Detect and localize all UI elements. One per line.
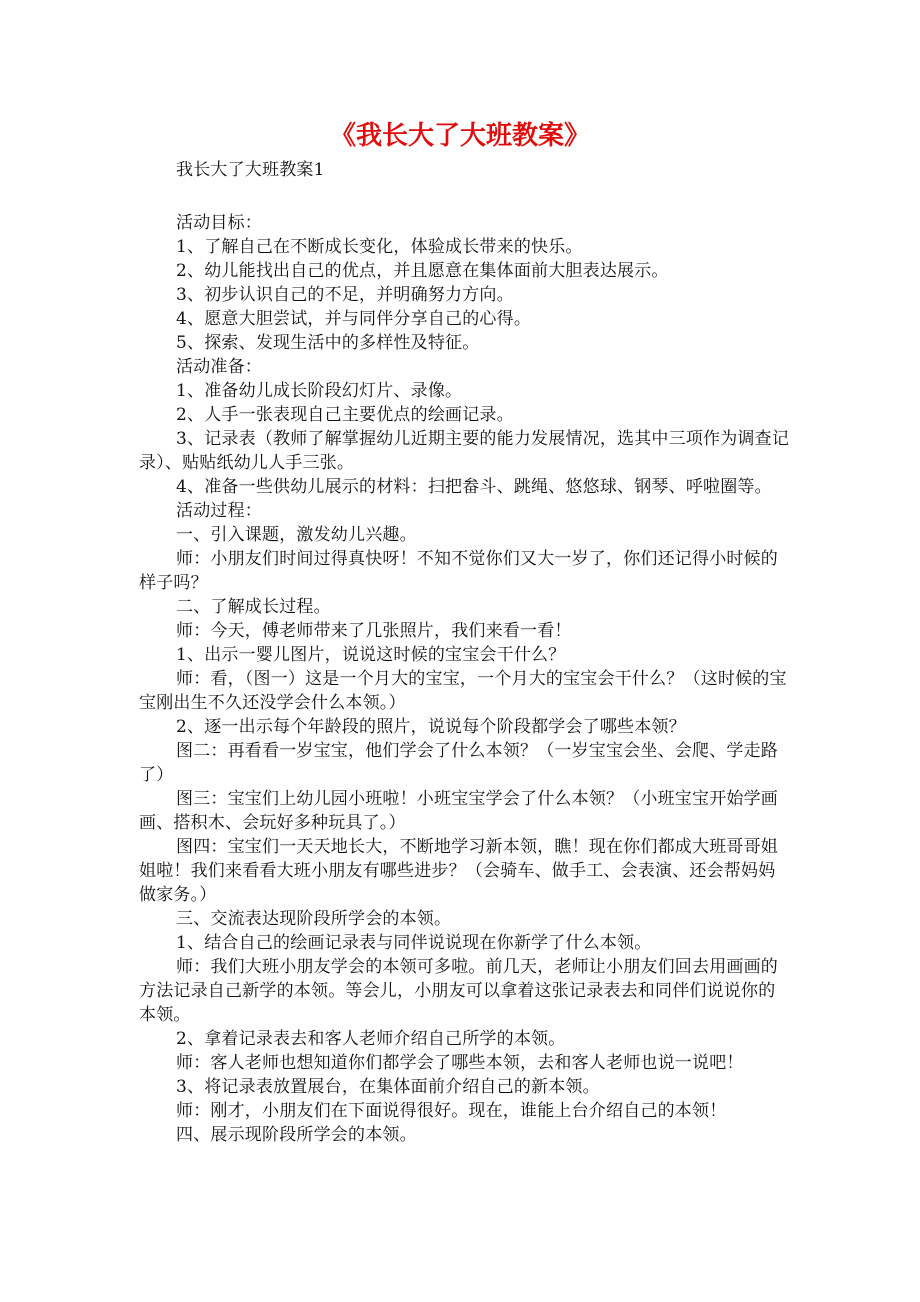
paragraph: 5、探索、发现生活中的多样性及特征。 (176, 333, 480, 353)
paragraph: 图二：再看看一岁宝宝，他们学会了什么本领？（一岁宝宝会坐、会爬、学走路了） (139, 741, 778, 785)
paragraph: 师：客人老师也想知道你们都学会了哪些本领，去和客人老师也说一说吧！ (176, 1053, 744, 1073)
paragraph: 师：刚才，小朋友们在下面说得很好。现在，谁能上台介绍自己的本领！ (176, 1101, 727, 1121)
paragraph: 三、交流表达现阶段所学会的本领。 (176, 909, 452, 929)
paragraph: 1、出示一婴儿图片，说说这时候的宝宝会干什么？ (176, 645, 566, 665)
document-body (139, 158, 789, 1147)
paragraph: 1、了解自己在不断成长变化，体验成长带来的快乐。 (176, 237, 583, 257)
paragraph: 活动准备： (176, 357, 262, 377)
paragraph: 活动过程： (176, 501, 262, 521)
paragraph: 3、记录表（教师了解掌握幼儿近期主要的能力发展情况，选其中三项作为调查记录）、贴贴纸幼儿人手三张。 (139, 429, 790, 473)
paragraph: 3、初步认识自己的不足，并明确努力方向。 (176, 285, 514, 305)
paragraph: 2、人手一张表现自己主要优点的绘画记录。 (176, 405, 514, 425)
paragraph: 师：看，（图一）这是一个月大的宝宝，一个月大的宝宝会干什么？（这时候的宝宝刚出生不久还没学会什么本领。） (139, 669, 787, 713)
paragraph: 师：小朋友们时间过得真快呀！不知不觉你们又大一岁了，你们还记得小时候的样子吗？ (139, 549, 778, 593)
document-title: 《我长大了大班教案》 (329, 121, 590, 151)
paragraph: 一、引入课题，激发幼儿兴趣。 (176, 525, 417, 545)
paragraph: 1、结合自己的绘画记录表与同伴说说现在你新学了什么本领。 (176, 933, 652, 953)
paragraph: 四、展示现阶段所学会的本领。 (176, 1125, 417, 1145)
paragraph: 2、拿着记录表去和客人老师介绍自己所学的本领。 (176, 1029, 566, 1049)
paragraph: 二、了解成长过程。 (176, 597, 331, 617)
paragraph: 图三：宝宝们上幼儿园小班啦！小班宝宝学会了什么本领？（小班宝宝开始学画画、搭积木、会玩好多种玩具了。） (139, 789, 778, 833)
paragraph: 师：我们大班小朋友学会的本领可多啦。前几天，老师让小朋友们回去用画画的方法记录自己新学的本领。等会儿，小朋友可以拿着这张记录表去和同伴们说说你的本领。 (139, 957, 778, 1025)
paragraph: 图四：宝宝们一天天地长大，不断地学习新本领，瞧！现在你们都成大班哥哥姐姐啦！我们来看看大班小朋友有哪些进步？（会骑车、做手工、会表演、还会帮妈妈做家务。） (139, 837, 778, 905)
paragraph: 活动目标： (176, 213, 262, 233)
paragraph: 2、幼儿能找出自己的优点，并且愿意在集体面前大胆表达展示。 (176, 261, 669, 281)
paragraph: 1、准备幼儿成长阶段幻灯片、录像。 (176, 381, 463, 401)
document-subtitle: 我长大了大班教案1 (176, 160, 325, 180)
paragraph: 4、准备一些供幼儿展示的材料：扫把畚斗、跳绳、悠悠球、钢琴、呼啦圈等。 (176, 477, 772, 497)
paragraph: 4、愿意大胆尝试，并与同伴分享自己的心得。 (176, 309, 532, 329)
paragraph: 3、将记录表放置展台，在集体面前介绍自己的新本领。 (176, 1077, 600, 1097)
paragraph: 师：今天，傅老师带来了几张照片，我们来看一看！ (176, 621, 572, 641)
paragraph: 2、逐一出示每个年龄段的照片，说说每个阶段都学会了哪些本领？ (176, 717, 686, 737)
